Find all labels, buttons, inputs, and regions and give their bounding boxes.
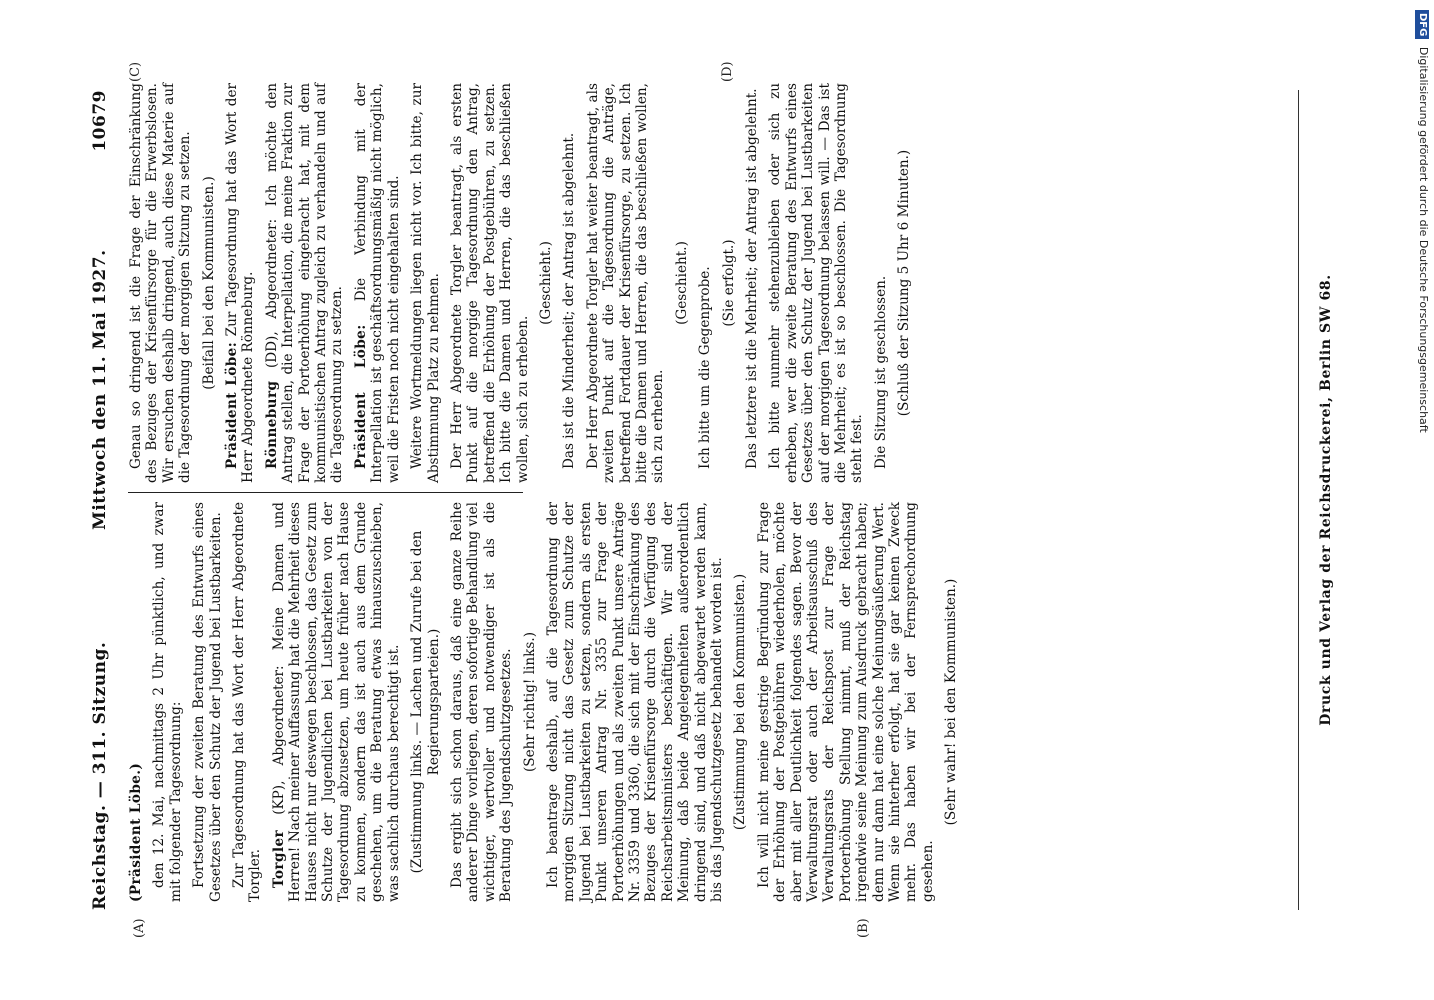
paragraph-text: (Zustimmung links. — Lachen und Zurufe bei den Regierungsparteien.): [409, 530, 442, 874]
paragraph-text: (Zustimmung bei den Kommunisten.): [732, 573, 749, 831]
speaker-name: Torgler: [270, 829, 287, 888]
paragraph: [353, 83, 402, 483]
margin-marker-b: (B): [856, 918, 871, 938]
margin-marker-d: (D): [720, 61, 735, 82]
speaker-name: Präsident Löbe:: [224, 341, 241, 469]
paragraph: [151, 502, 184, 902]
paragraph: [538, 83, 554, 483]
paragraph-text: Der Herr Abgeordnete Torgler hat weiter beantragt, als zweiten Punkt auf die Tagesordnung die Anträge, betreffend Fortdauer der Krisenfürsorge, zu setzen. Ich bitte die Damen und Herren, die das beschließen wollen, sich zu erheben.: [584, 83, 667, 483]
speaker-name: (Präsident Löbe.): [128, 762, 144, 902]
paragraph: [561, 83, 577, 483]
paragraph: [873, 83, 889, 483]
paragraph-text: (Sie erfolgt.): [720, 239, 737, 327]
running-head-date: Mittwoch den 11. Mai 1927.: [90, 249, 110, 530]
paragraph-text: Ich beantrage deshalb, auf die Tagesordnung der morgigen Sitzung nicht das Gesetz zum Schutze der Jugend bei Lustbarkeiten zu setzen, sondern als ersten Punkt unseren Antrag Nr. 3355 zur Frage der Portoerhöhungen und als zweiten Punkt unsere Anträge Nr. 3359 und 3360, die sich mit der Einschränkung des Bezuges der Krisenfürsorge durch die Verfügung des Reichsarbeitsministers beschäftigen. Wir sind der Meinung, daß beide Angelegenheiten außerordentlich dringend sind, und daß nicht abgewartet werden kann, bis das Jugendschutzgesetz behandelt worden ist.: [544, 502, 725, 902]
paragraph: [943, 502, 959, 902]
paragraph: [767, 83, 865, 483]
paragraph-text: (Sehr wahr! bei den Kommunisten.): [943, 578, 960, 826]
paragraph: [191, 502, 224, 902]
paragraph: [231, 502, 264, 902]
paragraph-text: Der Herr Abgeordnete Torgler beantragt, als ersten Punkt auf die morgige Tagesordnung den Antrag, betreffend die Erhöhung der Postgebühren, zu setzen. Ich bitte die Damen und Herren, die das beschließen wollen, sich zu erheben.: [448, 83, 531, 483]
paragraph-text: Die Sitzung ist geschlossen.: [872, 275, 889, 469]
paragraph: [721, 83, 737, 483]
printer-imprint: Druck und Verlag der Reichsdruckerei, Berlin SW 68.: [1318, 274, 1334, 726]
paragraph-text: Genau so dringend ist die Frage der Einschränkung des Bezuges der Krisenfürsorge für die Erwerbslosen. Wir ersuchen deshalb dringend, auch diese Materie auf die Tagesordnung der morgigen Sitzung zu setzen.: [128, 83, 194, 483]
paragraph: [756, 502, 936, 902]
paragraph-text: Fortsetzung der zweiten Beratung des Entwurfs eines Gesetzes über den Schutz der Jugend bei Lustbarkeiten.: [191, 502, 224, 902]
paragraph: [449, 83, 531, 483]
paragraph: [409, 502, 442, 902]
paragraph-text: (Beifall bei den Kommunisten.): [200, 176, 217, 390]
paragraph-text: (Sehr richtig! links.): [521, 631, 538, 773]
paragraph-text: (Schluß der Sitzung 5 Uhr 6 Minuten.): [896, 149, 913, 417]
margin-marker-a: (A): [132, 918, 147, 938]
paragraph: [585, 83, 667, 483]
paragraph: [224, 83, 257, 483]
paragraph-text: Zur Tagesordnung hat das Wort der Herr Abgeordnete Rönneburg.: [224, 83, 257, 483]
running-head-left: Reichstag. — 311. Sitzung.: [90, 641, 110, 910]
paragraph: [264, 83, 346, 483]
paragraph: [449, 502, 515, 902]
dfg-logo: DFG: [1415, 10, 1429, 39]
credit-text: Digitalisierung gefördert durch die Deutsche Forschungsgemeinschaft: [1417, 46, 1430, 433]
paragraph-text: Die Verbindung mit der Interpellation ist geschäftsordnungsmäßig nicht möglich, weil die Fristen noch nicht eingehalten sind.: [352, 82, 402, 483]
page-number: 10679: [90, 90, 110, 152]
column-divider: [128, 492, 523, 493]
digitization-credit: [1410, 10, 1434, 1000]
paragraph: [128, 83, 194, 483]
running-head: [90, 90, 120, 910]
paragraph: [732, 502, 748, 902]
paragraph: [201, 83, 217, 483]
paragraph-text: den 12. Mai, nachmittags 2 Uhr pünktlich, und zwar mit folgender Tagesordnung:: [151, 502, 184, 902]
paragraph-text: (Geschieht.): [673, 241, 690, 325]
speaker-name: Rönneburg: [263, 380, 280, 469]
paragraph-text: Ich bitte nunmehr stehenzubleiben oder sich zu erheben, wer die zweite Beratung des Entwurfs eines Gesetzes über den Schutz der Jugend bei Lustbarkeiten auf der morgigen Tagesordnung belassen will. — Das ist die Mehrheit; es ist so beschlossen. Die Tagesordnung steht fest.: [767, 83, 866, 483]
paragraph: [409, 83, 442, 483]
footer-rule: [1298, 90, 1299, 910]
paragraph: [697, 83, 713, 483]
left-column: [128, 502, 967, 902]
paragraph-text: (Geschieht.): [537, 241, 554, 325]
right-column: [128, 83, 920, 483]
speaker-name: Präsident Löbe:: [352, 324, 369, 469]
paragraph: [744, 83, 760, 483]
paragraph-text: (DD), Abgeordneter: Ich möchte den Antrag stellen, die Interpellation, die meine Fraktion zur Frage der Portoerhöhung eingebracht hat, mit dem kommunistischen Antrag zugleich zu verhandeln und auf die Tagesordnung zu setzen.: [263, 83, 346, 483]
paragraph-text: Das ist die Minderheit; der Antrag ist abgelehnt.: [561, 132, 578, 469]
paragraph: [271, 502, 402, 902]
paragraph-text: Zur Tagesordnung hat das Wort der Herr Abgeordnete Torgler.: [231, 502, 264, 902]
paragraph-text: Das letztere ist die Mehrheit; der Antrag ist abgelehnt.: [744, 88, 760, 469]
paragraph: [545, 502, 725, 902]
paragraph-text: Ich will nicht meine gestrige Begründung zur Frage der Erhöhung der Postgebühren wiederholen, möchte aber mit aller Deutlichkeit folgendes sagen. Bevor der Verwaltungsrat oder auch der Arbeitsausschuß des Verwaltungsrats der Reichspost zur Frage der Portoerhöhung Stellung nimmt, muß der Reichstag irgendwie seine Meinung zum Ausdruck gebracht haben; denn nur dann hat eine solche Meinungsäußerung Wert. Wenn sie hinterher erfolgt, hat sie gar keinen Zweck mehr. Das haben wir bei der Fernsprechordnung gesehen.: [755, 502, 936, 902]
paragraph-text: (KP), Abgeordneter: Meine Damen und Herren! Nach meiner Auffassung hat die Mehrheit dieses Hauses nicht nur deswegen beschlossen, das Gesetz zum Schutze der Jugendlichen bei Lustbarkeiten von der Tagesordnung abzusetzen, um heute früher nach Hause zu kommen, sondern das ist auch aus dem Grunde geschehen, um die Beratung etwas hinauszuschieben, was sachlich durchaus berechtigt ist.: [270, 502, 402, 902]
paragraph: [674, 83, 690, 483]
paragraph: [522, 502, 538, 902]
paragraph-text: Das ergibt sich schon daraus, daß eine ganze Reihe anderer Dinge vorliegen, deren sofortige Behandlung viel wichtiger, wertvoller und notwendiger ist als die Beratung des Jugendschutzgesetzes.: [448, 502, 515, 902]
margin-marker-c: (C): [128, 61, 143, 82]
paragraph: [128, 502, 144, 902]
paragraph: [896, 83, 912, 483]
paragraph-text: Ich bitte um die Gegenprobe.: [697, 266, 714, 469]
paragraph-text: Weitere Wortmeldungen liegen nicht vor. Ich bitte, zur Abstimmung Platz zu nehmen.: [409, 83, 442, 483]
